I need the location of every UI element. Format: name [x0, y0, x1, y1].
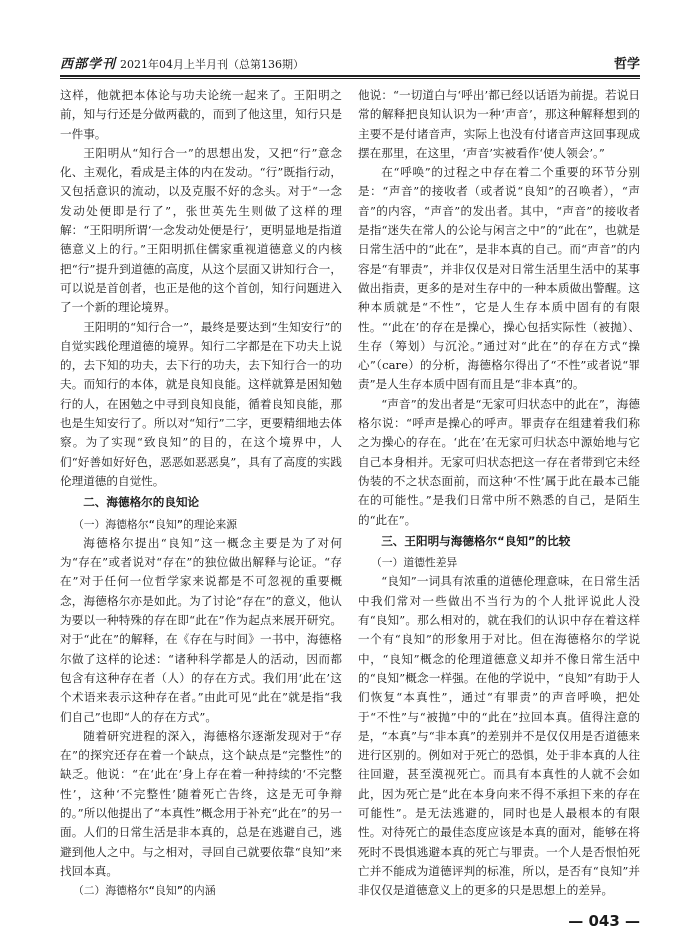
paragraph: 他说：“一切道白与‘呼出’都已经以话语为前提。若说日常的解释把良知认识为一种‘声音’，那这种解释想到的主要不是付诸音声，实际上也没有付诸音声这回事现成摆在那里，在这里，‘声音’实被看作‘使人领会’。”: [358, 88, 640, 160]
paragraph: “良知”一词具有浓重的道德伦理意味，在日常生活中我们常对一些做出不当行为的个人批评说此人没有“良知”。那么相对的，就在我们的认识中存在着这样一个有“良知”的形象用于对比。但在海德格尔的学说中，“良知”概念的伦理道德意义却并不像日常生活中的“良知”概念一样强。在他的学说中，“良知”有助于人们恢复“本真性”，通过“有罪责”的声音呼唤，把处于“不性”与“被抛”中的“此在”拉回本真。值得注意的是，“本真”与“非本真”的差别并不是仅仅用是否道德来进行区别的。例如对于死亡的恐惧，处于非本真的人往往回避，甚至漠视死亡。而具有本真性的人就不会如此，因为死亡是“此在本身向来不得不承担下来的存在可能性”。是无法逃避的，同时也是人最根本的有限性。对待死亡的最佳态度应该是本真的面对，能够在将死时不畏惧逃避本真的死亡与罪责。一个人是否恨怕死亡并不能成为道德评判的标准，所以，是否有“良知”并非仅仅是道德意义上的更多的只是思想上的差异。: [358, 574, 640, 898]
left-column: [60, 86, 342, 901]
section-label: 哲学: [613, 57, 640, 72]
header-rule-thin: [60, 78, 640, 79]
subsection-heading: （一）海德格尔“良知”的理论来源: [72, 517, 238, 531]
section-heading: 二、海德格尔的良知论: [83, 495, 200, 510]
section-heading: 三、王阳明与海德格尔“良知”的比较: [381, 533, 571, 548]
subsection-heading: （二）海德格尔“良知”的内涵: [72, 884, 216, 898]
paragraph: 海德格尔提出“良知”这一概念主要是为了对何为“存在”或者说对“存在”的独位做出解释与论证。“存在”对于任何一位哲学家来说都是不可忽视的重要概念，海德格尔亦是如此。为了讨论“存在”的意义，他认为要以一种特殊的存在即“此在”作为起点来展开研究。对于“此在”的解释，在《存在与时间》一书中，海德格尔做了这样的论述：“诸种科学都是人的活动，因而都包含有这种存在者（人）的存在方式。我们用‘此在’这个术语来表示这种存在者。”由此可见“此在”就是指“我们自己”也即“人的存在方式”。: [60, 535, 342, 724]
subsection-heading: （一）道德性差异: [370, 556, 458, 570]
paragraph: 在“呼唤”的过程之中存在着二个重要的环节分别是：“声音”的接收者（或者说“良知”的召唤者），“声音”的内容，“声音”的发出者。其中，“声音”的接收者是指“迷失在常人的公论与闲言之中”的“此在”，也就是日常生活中的“此在”，是非本真的自己。而“声音”的内容是“有罪责”，并非仅仅是对日常生活里生活中的某事做出指责，更多的是对生存中的一种本质做出警醒。这种本质就是“不性”，它是人生存本质中固有的有限性。“‘此在’的存在是操心，操心包括实际性（被抛）、生存（筹划）与沉沦。”通过对“此在”的存在方式“操心”（care）的分析，海德格尔得出了“不性”或者说“罪责”是人生存本质中固有而且是“非本真”的。: [358, 165, 640, 392]
right-column: [358, 86, 640, 901]
page-number: — 043 —: [568, 912, 640, 930]
article-body: [60, 86, 640, 901]
paragraph: 王阳明从“知行合一”的思想出发，又把“行”意念化、主观化，看成是主体的内在发动。“行”既指行动，又包括意识的流动，以及克服不好的念头。对于“一念发动处便即是行了”，张世英先生则做了这样的理解：“王阳明所谓‘一念发动处便是行’，更明显地是指道德意义上的行。”王阳明抓住儒家重视道德意义的内核把“行”提升到道德的高度，从这个层面又讲知行合一，可以说是首创者，也正是他的这个首创，知行问题进入了一个新的理论境界。: [60, 145, 342, 315]
journal-logo: 西部学刊: [60, 57, 117, 72]
paragraph: “声音”的发出者是“无家可归状态中的此在”，海德格尔说：“呼声是操心的呼声。罪责存在组建着我们称之为操心的存在。‘此在’在无家可归状态中源始地与它自己本身相并。无家可归状态把这一存在者带到它未经伪装的不之状态面前，而这种‘不性’属于此在最本己能在的可能性。”是我们日常中所不熟悉的自己，是陌生的“此在”。: [358, 396, 640, 527]
header-rule: [60, 75, 640, 77]
header-left: [60, 53, 304, 72]
paragraph: 随着研究进程的深入，海德格尔逐渐发现对于“存在”的探究还存在着一个缺点，这个缺点是“完整性”的缺乏。他说：“在‘此在’身上存在着一种持续的‘不完整性’，这种‘不完整性’随着死亡告终，这是无可争辩的。”所以他提出了“本真性”概念用于补充“此在”的另一面。人们的日常生活是非本真的，总是在逃避自己，逃避到他人之中。与之相对，寻回自己就要依靠“良知”来找回本真。: [60, 728, 342, 878]
paragraph: [358, 900, 640, 901]
running-header: [60, 48, 640, 72]
paragraph: 这样，他就把本体论与功夫论统一起来了。王阳明之前，知与行还是分做两截的，而到了他这里，知行只是一件事。: [60, 88, 342, 141]
paragraph: [60, 900, 342, 901]
issue-info: 2021年04月上半月刊（总第136期）: [120, 58, 305, 71]
paragraph: 王阳明的“知行合一”，最终是要达到“生知安行”的自觉实践伦理道德的境界。知行二字都是在下功夫上说的，去下知的功夫，去下行的功夫，去下知行合一的功夫。而知行的本体，就是良知良能。这样就算是困知勉行的人，在困勉之中寻到良知良能，循着良知良能，那也是生知安行了。所以对“知行”二字，更要精细地去体察。为了实现“致良知”的目的，在这个境界中，人们“好善如好好色，恶恶如恶恶臭”，具有了高度的实践伦理道德的自觉性。: [60, 319, 342, 488]
